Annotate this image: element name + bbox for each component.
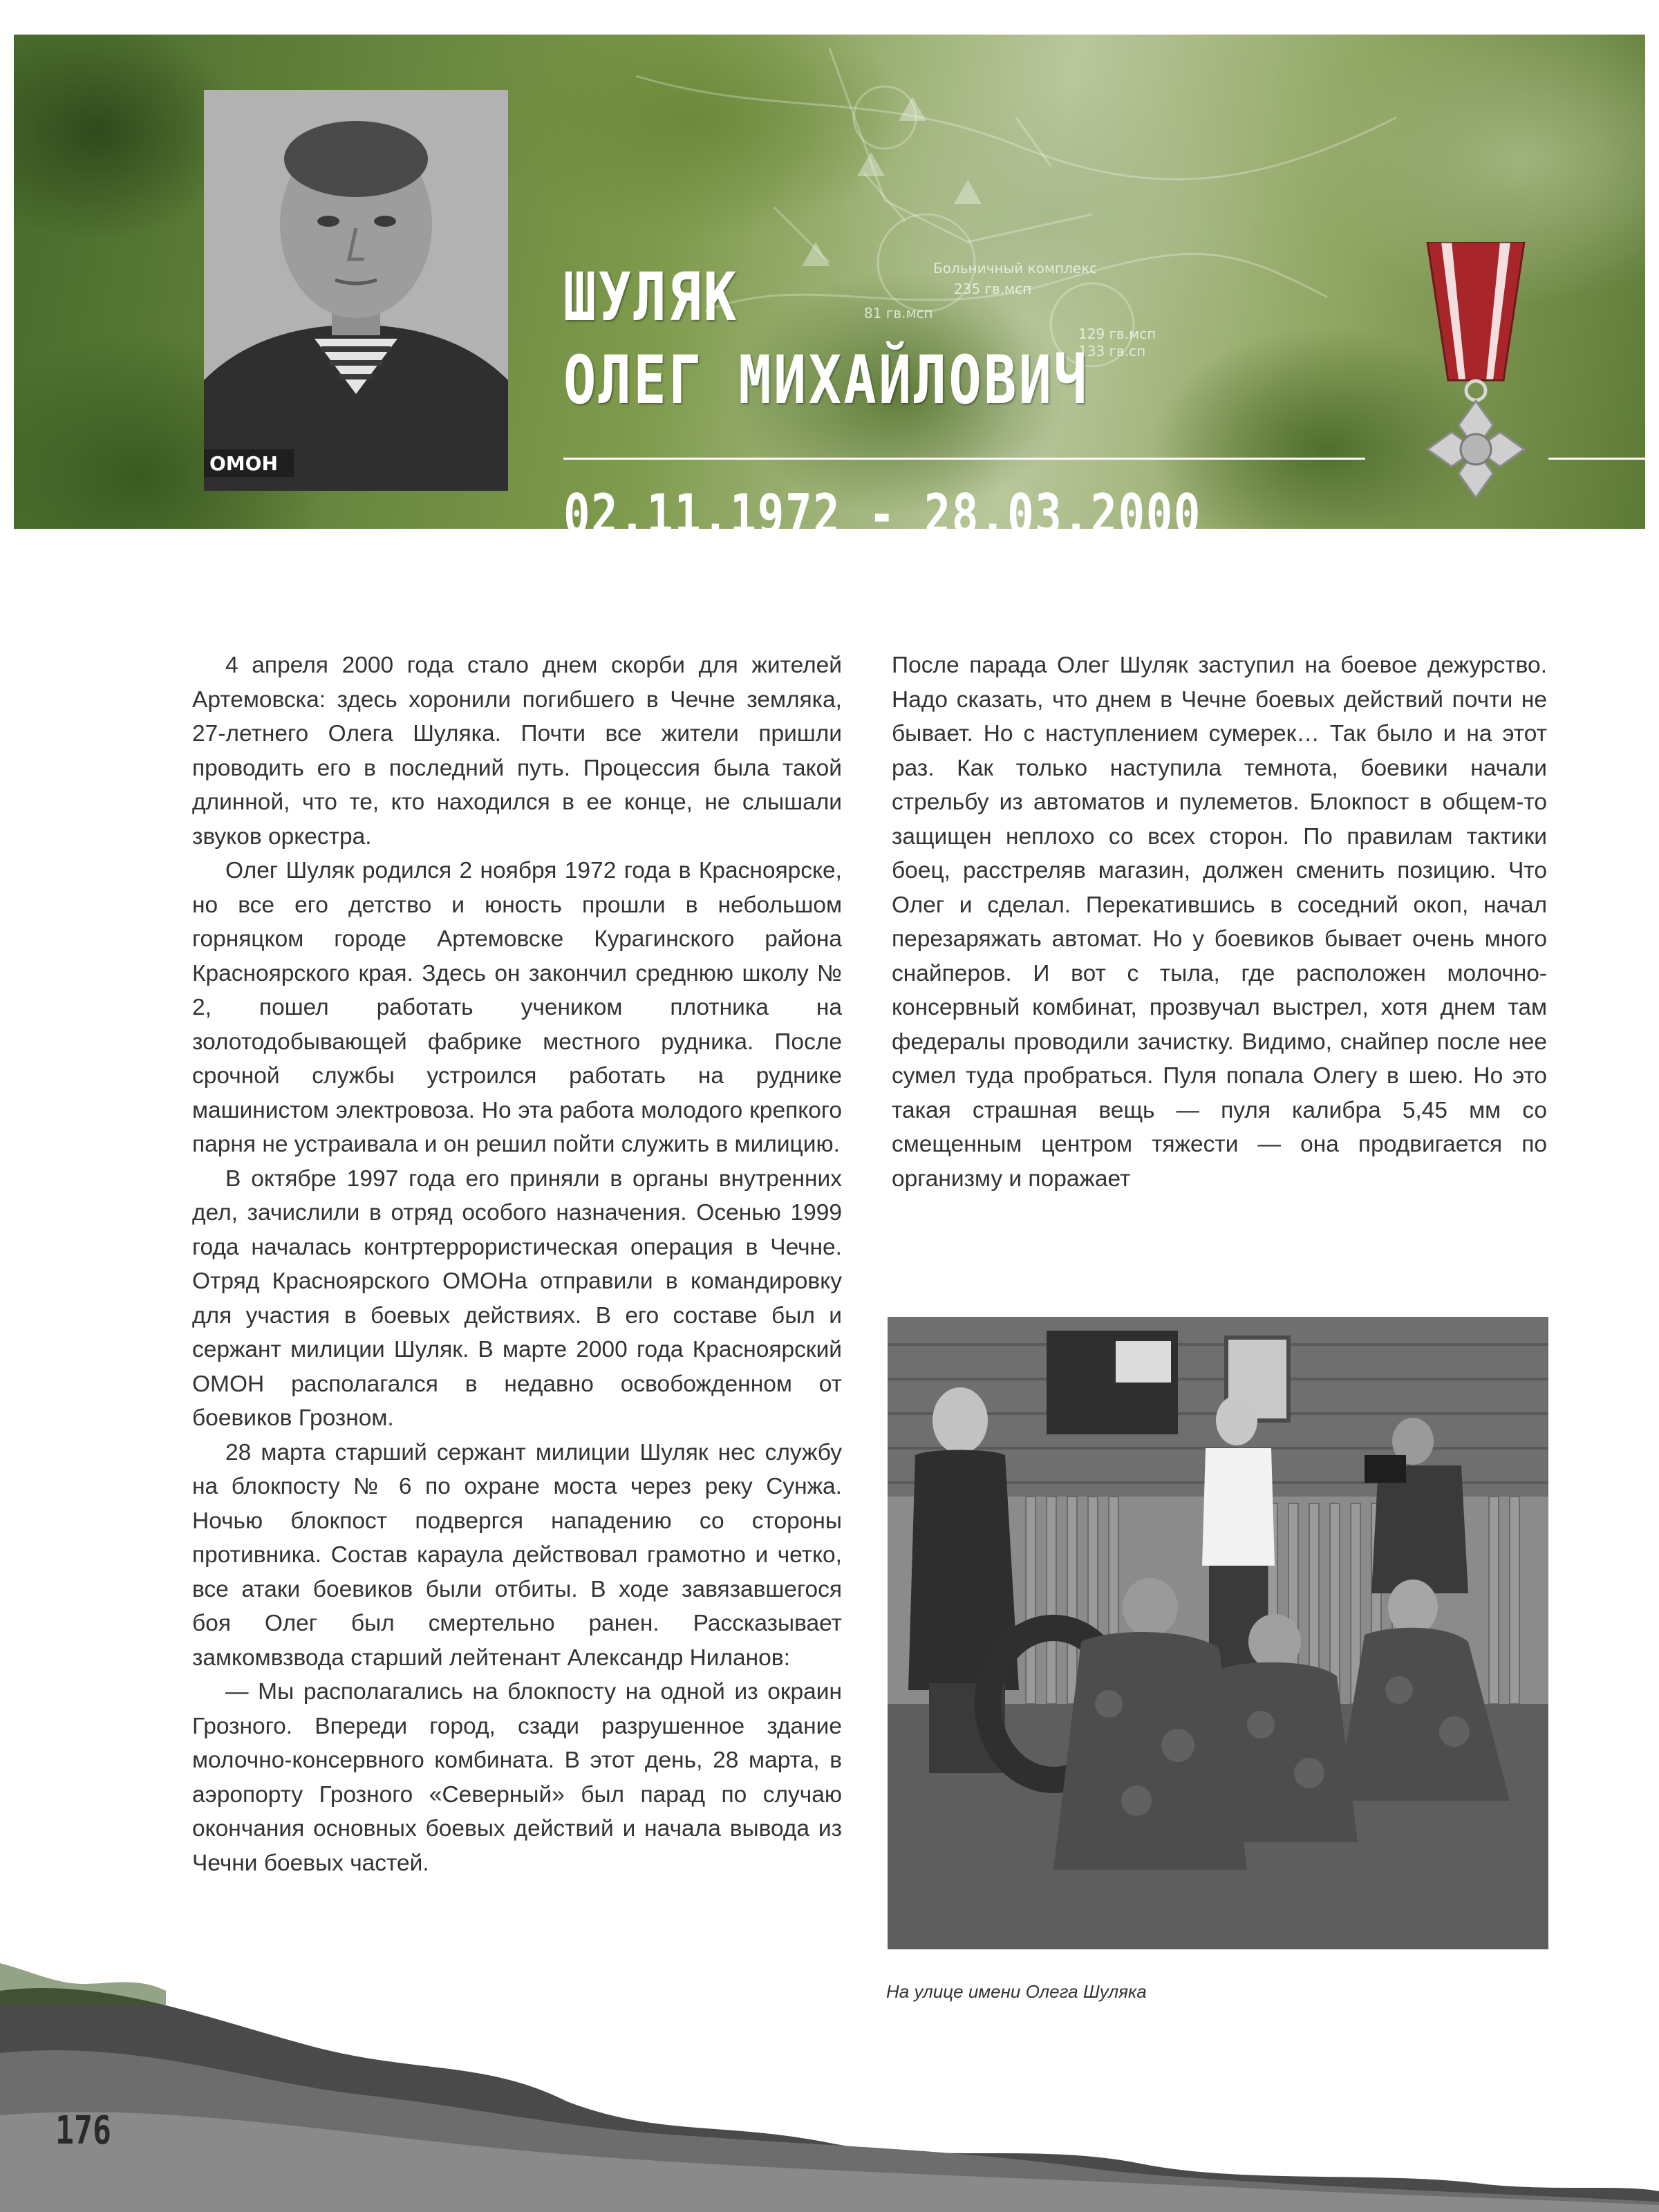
photo-caption: На улице имени Олега Шуляка — [886, 1981, 1147, 2002]
paragraph: Олег Шуляк родился 2 ноября 1972 года в Красноярске, но все его детство и юность прошли в небольшом горняцком городе Артемовске Курагинского района Красноярского края. Здесь он закончил среднюю школу № 2, пошел работать учеником плотника на золотодобывающей фабрике местного рудника. После срочной службы устроился работать на руднике машинистом электровоза. Но эта работа молодого крепкого парня не устраивала и он решил пойти служить в милицию. — [192, 858, 842, 1157]
surname-title: ШУЛЯК — [563, 259, 739, 336]
memorial-photo — [888, 1317, 1548, 1949]
paragraph: После парада Олег Шуляк заступил на боевое дежурство. Надо сказать, что днем в Чечне боевых действий почти не бывает. Но с наступлением сумерек… Так было и на этот раз. Как только наступила темнота, боевики начали стрельбу из автоматов и пулеметов. Блокпост в общем-то защищен неплохо со всех сторон. По правилам тактики боец, расстреляв магазин, должен сменить позицию. Что Олег и сделал. Перекатившись в соседний окоп, начал перезаряжать автомат. Но у боевиков бывает очень много снайперов. И вот с тыла, где расположен молочно-консервный комбинат, прозвучал выстрел, хотя днем там федералы проводили зачистку. Видимо, снайпер после нее сумел туда пробраться. Пуля попала Олегу в шею. Но это такая страшная вещь — пуля калибра 5,45 мм со смещенным центром тяжести — она продвигается по организму и поражает — [892, 653, 1547, 1192]
paragraph: 4 апреля 2000 года стало днем скорби для жителей Артемовска: здесь хоронили погибшего в Чечне земляка, 27-летнего Олега Шуляка. Почти все жители пришли проводить его в последний путь. Процессия была такой длинной, что те, кто находился в ее конце, не слышали звуков оркестра. — [192, 653, 842, 850]
left-text-column — [192, 648, 842, 1880]
life-dates: 02.11.1972 - 28.03.2000 — [563, 482, 1202, 547]
title-rule-left — [563, 458, 1365, 460]
memorial-scene — [888, 1317, 1548, 1949]
given-names-title: ОЛЕГ МИХАЙЛОВИЧ — [563, 341, 1089, 419]
page-number: 176 — [55, 2108, 111, 2153]
portrait-photo — [204, 90, 508, 491]
map-label: 129 гв.мсп — [1078, 326, 1156, 342]
map-label: 81 гв.мсп — [864, 305, 933, 321]
map-label: 235 гв.мсп — [954, 281, 1032, 297]
uniform-patch-label: ОМОН — [209, 452, 278, 475]
right-text-column — [892, 648, 1547, 1196]
paragraph: 28 марта старший сержант милиции Шуляк нес службу на блокпосту № 6 по охране моста через реку Сунжа. Ночью блокпост подвергся нападению со стороны противника. Состав караула действовал грамотно и четко, все атаки боевиков были отбиты. В ходе завязавшегося боя Олег был смертельно ранен. Рассказывает замкомвзвода старший лейтенант Александр Ниланов: — [192, 1439, 842, 1671]
header-banner — [14, 35, 1645, 547]
name-block — [563, 256, 1204, 422]
title-rule-right — [1548, 458, 1645, 460]
mountain-silhouette — [0, 1963, 1659, 2212]
paragraph: В октябре 1997 года его приняли в органы внутренних дел, зачислили в отряд особого назначения. Осенью 1999 года началась контртеррористическая операция в Чечне. Отряд Красноярского ОМОНа отправили в командировку для участия в боевых действиях. В его составе был и сержант милиции Шуляк. В марте 2000 года Красноярский ОМОН располагался в недавно освобожденном от боевиков Грозном. — [192, 1165, 842, 1431]
order-of-courage-icon — [1400, 242, 1552, 539]
portrait-figure — [204, 90, 508, 491]
map-label: 133 гв.сп — [1078, 343, 1146, 359]
map-label: Больничный комплекс — [933, 260, 1098, 276]
paragraph: — Мы располагались на блокпосту на одной из окраин Грозного. Впереди город, сзади разрушенное здание молочно-консервного комбината. В этот день, 28 марта, в аэропорту Грозного «Северный» был парад по случаю окончания основных боевых действий и начала вывода из Чечни боевых частей. — [192, 1679, 842, 1876]
